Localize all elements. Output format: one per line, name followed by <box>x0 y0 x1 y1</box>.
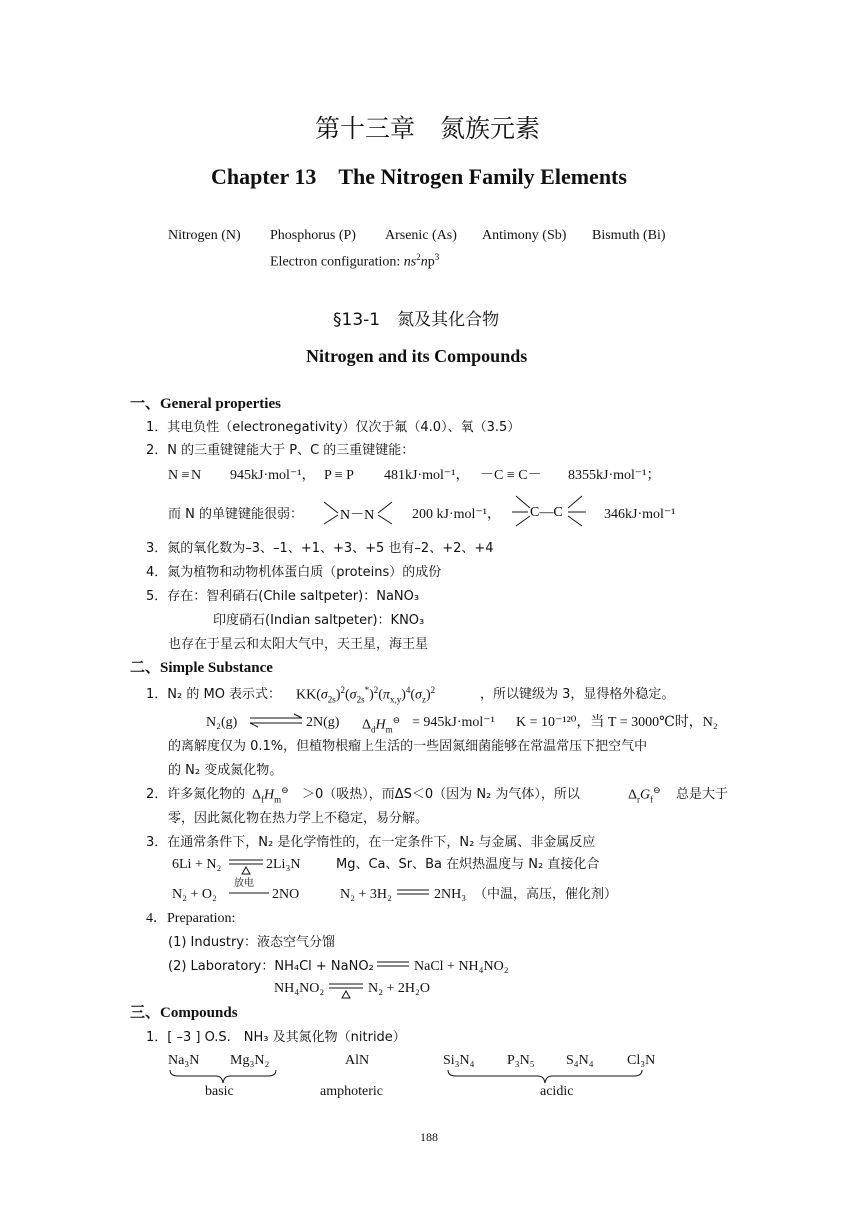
nn-triple-bond: N ≡ N <box>168 468 202 483</box>
no-reaction-left: N₂ + O₂ <box>172 887 217 902</box>
heading-general-properties: 一、General properties <box>130 396 281 412</box>
page-number: 188 <box>420 1130 438 1144</box>
discharge-line-icon <box>228 890 270 896</box>
nitride-instability: 零，因此氮化物在热力学上不稳定，易分解。 <box>168 811 429 826</box>
cc-triple-bond: －C ≡ C－ <box>480 468 542 483</box>
chapter-title-en: Chapter 13 The Nitrogen Family Elements <box>211 164 627 189</box>
label-acidic: acidic <box>540 1084 574 1099</box>
ammonium-nitrite-decomposition-left: NH₄NO₂ <box>274 981 325 996</box>
bond-order-note: ，所以键级为 3，显得格外稳定。 <box>480 687 675 702</box>
laboratory-preparation-left: (2) Laboratory：NH₄Cl + NaNO₂ <box>168 959 374 974</box>
industry-preparation: (1) Industry：液态空气分馏 <box>168 935 336 950</box>
alkaline-earth-nitride: Mg、Ca、Sr、Ba 在炽热温度与 N₂ 直接化合 <box>336 857 600 872</box>
nitride-mg3n2: Mg₃N₂ <box>230 1053 270 1068</box>
element-antimony: Antimony (Sb) <box>482 228 567 243</box>
nitride-si3n4: Si₃N₄ <box>443 1053 475 1068</box>
nitride-p3n5: P₃N₅ <box>507 1053 535 1068</box>
nitride-s4n4: S₄N₄ <box>566 1053 594 1068</box>
svg-text:C—C: C—C <box>530 505 563 520</box>
dissociation-degree-text: 的离解度仅为 0.1%，但植物根瘤上生活的一些固氮细菌能够在常温常压下把空气中 <box>168 739 648 754</box>
gibbs-conclusion: 总是大于 <box>676 787 729 802</box>
item-triple-bond: 2．N 的三重键键能大于 P、C 的三重键键能： <box>146 443 415 458</box>
equilibrium-constant: K = 10⁻¹²⁰，当 T = 3000℃时，N₂ <box>516 715 718 730</box>
n2-reactivity: 3．在通常条件下，N₂ 是化学惰性的，在一定条件下，N₂ 与金属、非金属反应 <box>146 835 596 850</box>
mo-expression-intro: 1．N₂ 的 MO 表示式： <box>146 687 282 702</box>
item-electronegativity: 1．其电负性（electronegativity）仅次于氟（4.0）、氧（3.5） <box>146 420 521 435</box>
heat-equals-icon <box>328 980 364 1000</box>
item-indian-saltpeter: 印度硝石(Indian saltpeter)：KNO₃ <box>213 613 425 628</box>
nn-bond-energy: 945kJ·mol⁻¹， <box>230 468 316 483</box>
equilibrium-arrow-icon <box>248 714 304 728</box>
element-bismuth: Bismuth (Bi) <box>592 228 666 243</box>
item-proteins: 4．氮为植物和动物机体蛋白质（proteins）的成份 <box>146 565 442 580</box>
mo-expression: $KK(\sigma_{2s})^2(\sigma_{2s}^*)^2(\pi_{x,y})^4(\sigma_z)^2$ <box>296 685 436 705</box>
cc-bond-energy: 8355kJ·mol⁻¹； <box>568 468 661 483</box>
pp-triple-bond: P ≡ P <box>324 468 354 483</box>
element-arsenic: Arsenic (As) <box>385 228 457 243</box>
laboratory-preparation-right: NaCl + NH₄NO₂ <box>414 959 509 974</box>
element-nitrogen: Nitrogen (N) <box>168 228 241 243</box>
chapter-title-cn: 第十三章 氮族元素 <box>315 114 541 143</box>
section-title-en: Nitrogen and its Compounds <box>306 346 528 366</box>
haber-conditions: （中温，高压，催化剂） <box>474 887 618 902</box>
pp-bond-energy: 481kJ·mol⁻¹， <box>384 468 470 483</box>
n-n-single-bond-structure <box>322 500 402 530</box>
discharge-condition: 放电 <box>234 878 254 889</box>
svg-text:N－N: N－N <box>340 508 375 523</box>
enthalpy-value: = 945kJ·mol⁻¹ <box>412 715 495 730</box>
heading-simple-substance: 二、Simple Substance <box>130 660 273 676</box>
single-bond-intro: 而 N 的单键键能很弱： <box>168 507 303 522</box>
formation-enthalpy-symbol: $\Delta_fH_m^⊖$ <box>252 785 289 805</box>
c-c-single-bond-structure <box>510 494 600 530</box>
item-occurrence-space: 也存在于星云和太阳大气中，天王星，海王星 <box>168 637 429 652</box>
nn-single-bond-energy: 200 kJ·mol⁻¹， <box>412 507 501 522</box>
preparation-heading: 4．Preparation: <box>146 911 236 926</box>
heading-compounds: 三、Compounds <box>130 1005 238 1021</box>
nitride-formation-text: 的 N₂ 变成氮化物。 <box>168 763 283 778</box>
nitride-na3n: Na₃N <box>168 1053 200 1068</box>
item-oxidation-states: 3．氮的氧化数为–3、–1、+1、+3、+5 也有–2、+2、+4 <box>146 541 494 556</box>
enthalpy-symbol: $\Delta_dH_m^⊖$ <box>362 715 401 735</box>
n2-dissociation-product: 2N(g) <box>306 715 340 730</box>
nitride-cl3n: Cl₃N <box>627 1053 656 1068</box>
label-basic: basic <box>205 1084 234 1099</box>
cc-single-bond-energy: 346kJ·mol⁻¹ <box>604 507 676 522</box>
nh3-reaction-right: 2NH₃ <box>434 887 467 902</box>
gibbs-energy-symbol: $\Delta_rG_f^⊖$ <box>628 785 661 805</box>
equals-icon <box>376 959 410 969</box>
no-reaction-right: 2NO <box>272 887 300 902</box>
nitride-enthalpy-intro: 2．许多氮化物的 <box>146 787 246 802</box>
li-reaction-right: 2Li₃N <box>266 857 301 872</box>
element-phosphorus: Phosphorus (P) <box>270 228 356 243</box>
nitride-entropy-text: ＞0（吸热），而ΔS＜0（因为 N₂ 为气体），所以 <box>302 787 580 802</box>
n2-dissociation-reactant: N₂(g) <box>206 715 238 730</box>
equals-icon <box>396 887 430 897</box>
label-amphoteric: amphoteric <box>320 1084 383 1099</box>
nitride-aln: AlN <box>345 1053 370 1068</box>
ammonium-nitrite-decomposition-right: N₂ + 2H₂O <box>368 981 430 996</box>
heat-equals-icon <box>228 856 264 876</box>
nitride-oxidation-state: 1．[ –3 ] O.S. NH₃ 及其氮化物（nitride） <box>146 1030 406 1045</box>
section-title-cn: §13-1 氮及其化合物 <box>333 310 500 330</box>
nh3-reaction-left: N₂ + 3H₂ <box>340 887 392 902</box>
li-reaction-left: 6Li + N₂ <box>172 857 222 872</box>
item-chile-saltpeter: 5．存在：智利硝石(Chile saltpeter)：NaNO₃ <box>146 589 420 604</box>
electron-configuration: Electron configuration: $ns^2np^3$ <box>270 252 440 270</box>
